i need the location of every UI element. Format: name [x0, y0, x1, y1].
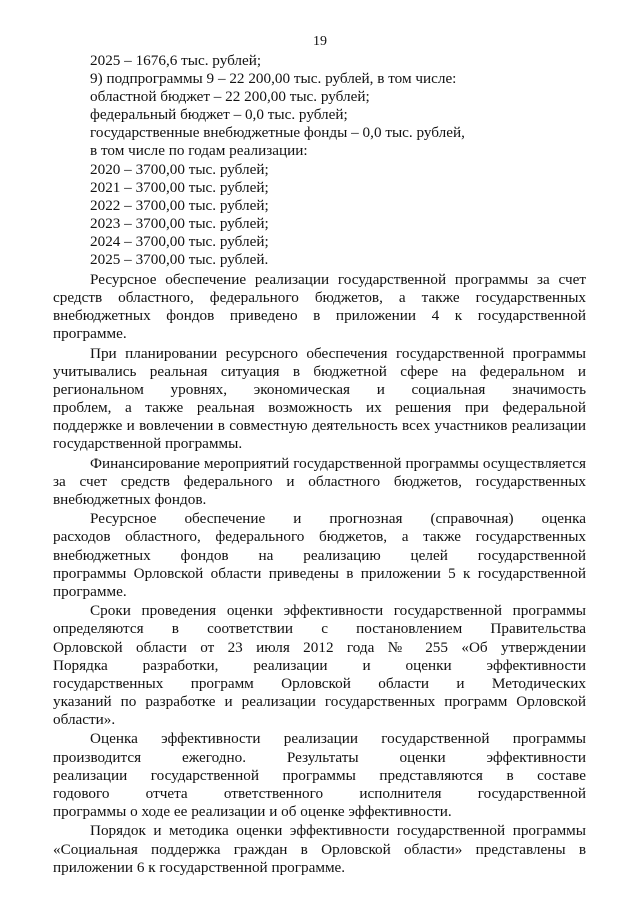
text-line: программе. [53, 324, 127, 342]
text-line: области». [53, 710, 116, 728]
text-line: Порядок и методика оценки эффективности государственной программы [90, 822, 586, 840]
text-line: проблем, а также реальная возможность их решения при федеральной [53, 398, 586, 416]
text-line: Порядка разработки, реализации и оценки эффективности [53, 656, 586, 674]
text-line: поддержке и вовлечении в совместную деятельность всех участников реализации [53, 416, 586, 434]
text-line: 9) подпрограммы 9 – 22 200,00 тыс. рублей, в том числе: [90, 70, 457, 88]
text-line: определяются в соответствии с постановлением Правительства [53, 620, 586, 638]
text-line: региональном уровнях, экономическая и социальная значимость [53, 380, 586, 398]
text-line: расходов областного, федерального бюджетов, а также государственных [53, 528, 586, 546]
text-line: 2025 – 3700,00 тыс. рублей. [90, 251, 269, 269]
text-line: за счет средств федерального и областного бюджетов, государственных [53, 472, 586, 490]
paragraph [53, 271, 586, 343]
text-line: При планировании ресурсного обеспечения государственной программы [90, 344, 586, 362]
text-line: Орловской области от 23 июля 2012 года № 255 «Об утверждении [53, 638, 586, 656]
text-line: 2020 – 3700,00 тыс. рублей; [90, 160, 269, 178]
text-line: в том числе по годам реализации: [90, 142, 308, 160]
text-line: Финансирование мероприятий государственной программы осуществляется [90, 454, 586, 472]
paragraph [53, 822, 586, 876]
text-line: 2025 – 1676,6 тыс. рублей; [90, 52, 262, 69]
page-number: 19 [313, 34, 327, 49]
text-line: приложении 6 к государственной программе. [53, 858, 346, 876]
text-line: 2022 – 3700,00 тыс. рублей; [90, 196, 269, 214]
text-line: Сроки проведения оценки эффективности государственной программы [90, 602, 586, 620]
paragraph [53, 455, 586, 509]
text-line: Оценка эффективности реализации государственной программы [90, 730, 586, 748]
text-line: 2023 – 3700,00 тыс. рублей; [90, 214, 269, 232]
text-line: производится ежегодно. Результаты оценки эффективности [53, 748, 586, 766]
text-line: программы Орловской области приведены в приложении 5 к государственной [53, 564, 586, 582]
text-line: средств областного, федерального бюджетов, а также государственных [53, 288, 586, 306]
paragraph [53, 730, 586, 820]
document-body [53, 52, 586, 877]
text-line: областной бюджет – 22 200,00 тыс. рублей; [90, 88, 370, 106]
text-line: годового отчета ответственного исполнителя государственной [53, 784, 586, 802]
text-line: реализации государственной программы представляются в составе [53, 766, 586, 784]
text-line: программы о ходе ее реализации и об оценке эффективности. [53, 802, 452, 820]
text-line: Ресурсное обеспечение реализации государственной программы за счет [90, 270, 586, 288]
text-line: внебюджетных фондов на реализацию целей государственной [53, 546, 586, 564]
paragraph [53, 510, 586, 600]
text-line: учитывались реальная ситуация в бюджетной сфере на федеральном и [53, 362, 586, 380]
text-line: государственных программ Орловской области и Методических [53, 674, 586, 692]
text-line: указаний по разработке и реализации государственных программ Орловской [53, 692, 586, 710]
text-line: внебюджетных фондов. [53, 490, 207, 508]
text-line: 2024 – 3700,00 тыс. рублей; [90, 232, 269, 250]
paragraph [53, 602, 586, 729]
text-line: «Социальная поддержка граждан в Орловской области» представлены в [53, 840, 586, 858]
text-line: государственные внебюджетные фонды – 0,0 тыс. рублей, [90, 124, 465, 142]
text-line: федеральный бюджет – 0,0 тыс. рублей; [90, 106, 348, 124]
text-line: внебюджетных фондов приведено в приложении 4 к государственной [53, 306, 586, 324]
text-line: Ресурсное обеспечение и прогнозная (справочная) оценка [90, 510, 586, 528]
paragraph [53, 345, 586, 454]
text-line: программе. [53, 582, 127, 600]
funding-list [53, 52, 586, 269]
text-line: государственной программы. [53, 434, 243, 452]
text-line: 2021 – 3700,00 тыс. рублей; [90, 178, 269, 196]
